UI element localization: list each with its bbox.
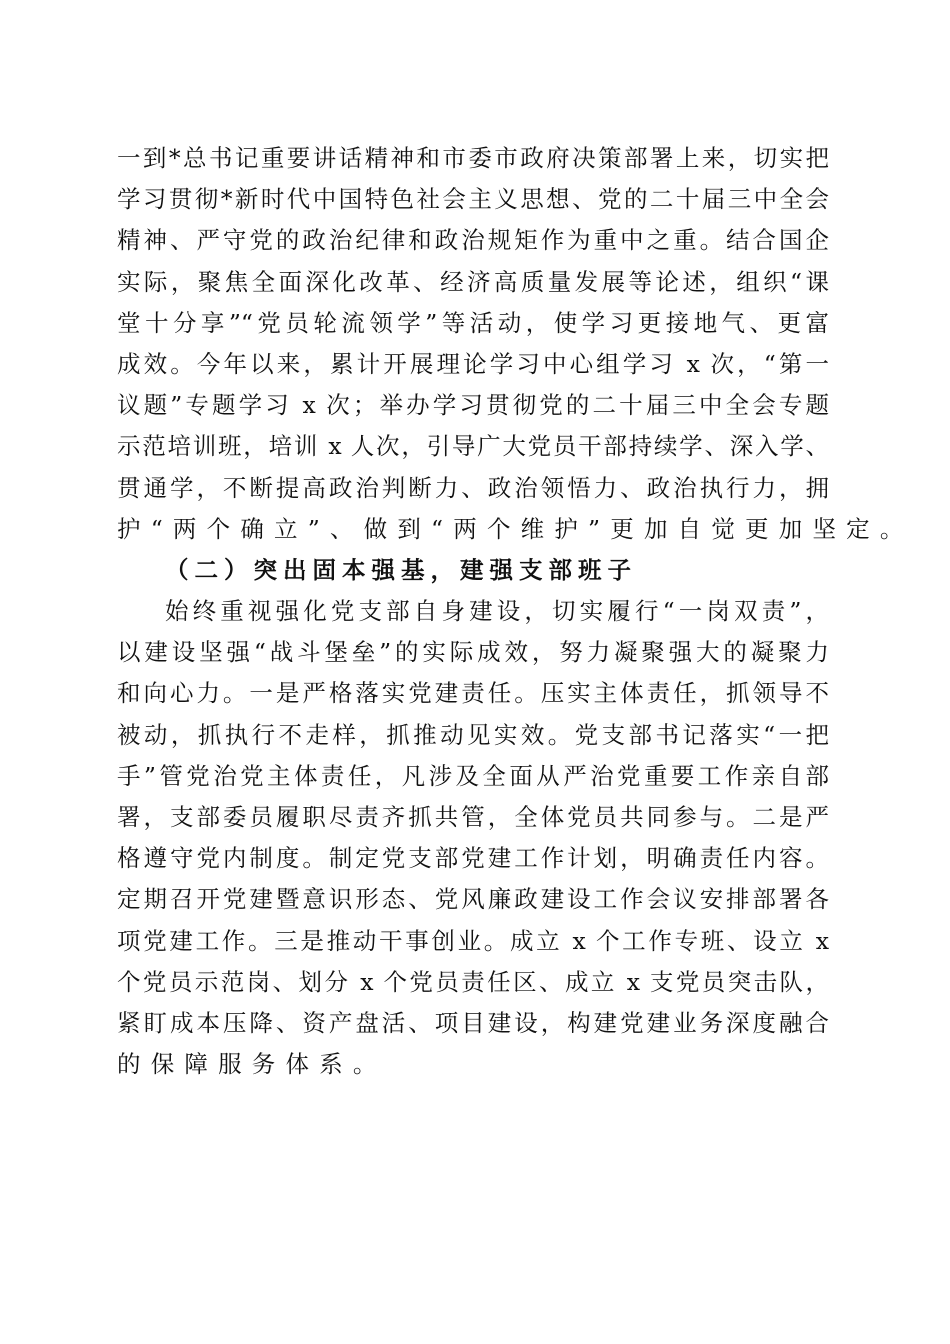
section-2 [117,550,829,1085]
paragraph-1 [117,138,914,550]
text-line: 的保障服务体系。 [117,1050,387,1079]
text-line: 被动，抓执行不走样，抓推动见实效。党支部书记落实“一把 [117,720,829,749]
document-page [117,138,914,1085]
text-line: 和向心力。一是严格落实党建责任。压实主体责任，抓领导不 [117,679,829,708]
text-line: 紧盯成本压降、资产盘活、项目建设，构建党建业务深度融合 [117,1008,829,1037]
text-line: 个党员示范岗、划分 x 个党员责任区、成立 x 支党员突击队， [117,967,829,996]
text-line: 实际，聚焦全面深化改革、经济高质量发展等论述，组织“课 [117,267,829,296]
text-line: 议题”专题学习 x 次；举办学习贯彻党的二十届三中全会专题 [117,391,829,420]
text-line: 一到*总书记重要讲话精神和市委市政府决策部署上来，切实把 [117,144,829,172]
text-line: 精神、严守党的政治纪律和政治规矩作为重中之重。结合国企 [117,226,829,255]
text-line: 定期召开党建暨意识形态、党风廉政建设工作会议安排部署各 [117,885,829,914]
text-line: 堂十分享”“党员轮流领学”等活动，使学习更接地气、更富 [117,308,829,337]
text-line: 格遵守党内制度。制定党支部党建工作计划，明确责任内容。 [117,844,829,873]
text-line: 手”管党治党主体责任，凡涉及全面从严治党重要工作亲自部 [117,761,829,790]
text-line: 以建设坚强“战斗堡垒”的实际成效，努力凝聚强大的凝聚力 [117,638,829,667]
text-line: 署，支部委员履职尽责齐抓共管，全体党员共同参与。二是严 [117,803,829,831]
text-line: 护“两个确立”、做到“两个维护”更加自觉更加坚定。 [117,514,914,543]
section-heading: （二）突出固本强基，建强支部班子 [165,555,637,584]
text-line: 成效。今年以来，累计开展理论学习中心组学习 x 次，“第一 [117,349,829,378]
text-line: 示范培训班，培训 x 人次，引导广大党员干部持续学、深入学、 [117,432,829,461]
text-line: 贯通学，不断提高政治判断力、政治领悟力、政治执行力，拥 [117,473,829,502]
text-line: 学习贯彻*新时代中国特色社会主义思想、党的二十届三中全会 [117,185,829,214]
text-line: 项党建工作。三是推动干事创业。成立 x 个工作专班、设立 x [117,926,829,955]
text-line: 始终重视强化党支部自身建设，切实履行“一岗双责”， [165,597,829,626]
